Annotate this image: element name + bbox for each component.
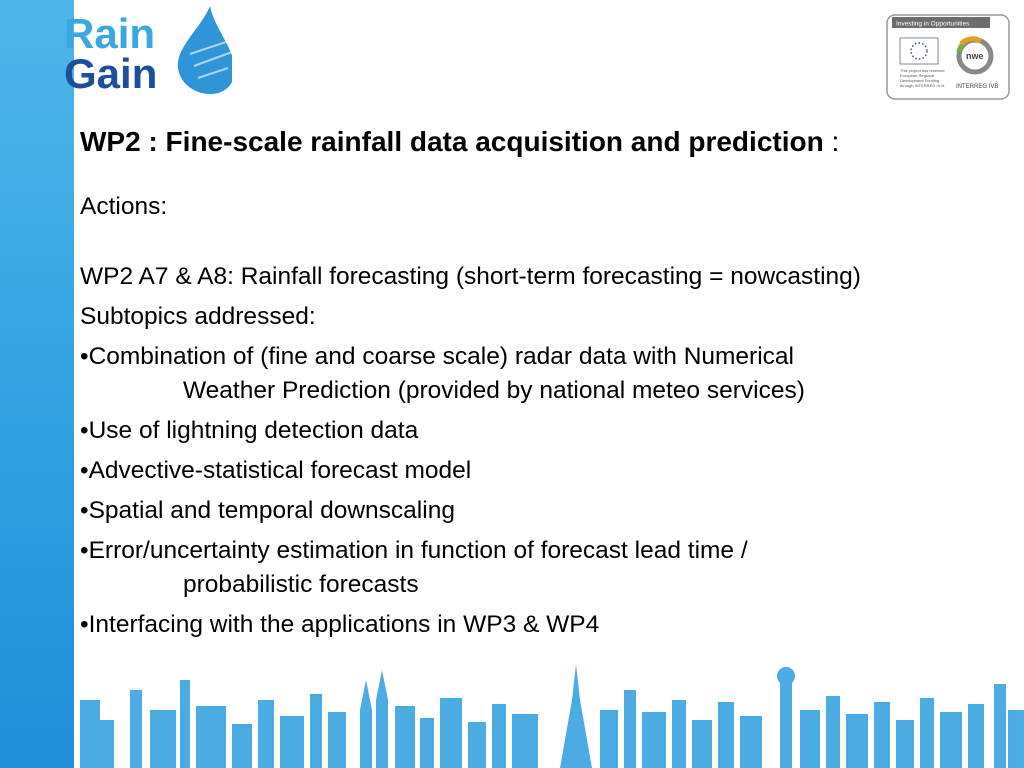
list-item xyxy=(80,454,1015,488)
list-item xyxy=(80,340,1015,408)
interreg-label: INTERREG IVB xyxy=(956,84,999,90)
title-text: WP2 : Fine-scale rainfall data acquisition and prediction xyxy=(80,126,824,157)
title-colon: : xyxy=(823,126,840,157)
slide-content xyxy=(80,122,1015,648)
actions-label: Actions: xyxy=(80,193,168,220)
bullet-5-line-1: •Error/uncertainty estimation in function of forecast lead time / xyxy=(80,537,748,564)
list-item xyxy=(80,534,1015,602)
svg-text:Development Funding: Development Funding xyxy=(900,78,940,83)
svg-text:European Regional: European Regional xyxy=(900,73,935,78)
eu-flag-icon xyxy=(900,38,938,64)
bullet-2: •Use of lightning detection data xyxy=(80,417,419,444)
eiffel-tower-icon xyxy=(560,664,592,768)
nwe-label: nwe xyxy=(966,51,984,61)
bullet-1-line-1: •Combination of (fine and coarse scale) radar data with Numerical xyxy=(80,343,794,370)
wp-action-line: WP2 A7 & A8: Rainfall forecasting (short-term forecasting = nowcasting) xyxy=(80,263,861,290)
logo-rain-text: Rain xyxy=(64,10,156,57)
list-item xyxy=(80,414,1015,448)
bullet-4: •Spatial and temporal downscaling xyxy=(80,497,455,524)
bullet-1-line-2: Weather Prediction (provided by national meteo services) xyxy=(183,377,805,404)
city-skyline-decoration xyxy=(0,640,1024,768)
slide-title xyxy=(80,122,1015,162)
svg-text:This project has received: This project has received xyxy=(900,68,945,73)
bullet-3: •Advective-statistical forecast model xyxy=(80,457,472,484)
big-ben-icon xyxy=(777,667,795,685)
interreg-badge xyxy=(886,14,1010,100)
list-item xyxy=(80,494,1015,528)
raingain-logo xyxy=(62,4,232,96)
svg-text:through INTERREG IV B.: through INTERREG IV B. xyxy=(900,83,946,88)
bullet-6: •Interfacing with the applications in WP3 & WP4 xyxy=(80,611,600,638)
list-item xyxy=(80,608,1015,642)
badge-header: Investing in Opportunities xyxy=(896,20,970,28)
logo-gain-text: Gain xyxy=(64,50,158,96)
bullet-5-line-2: probabilistic forecasts xyxy=(183,571,419,598)
subtopics-label: Subtopics addressed: xyxy=(80,303,316,330)
